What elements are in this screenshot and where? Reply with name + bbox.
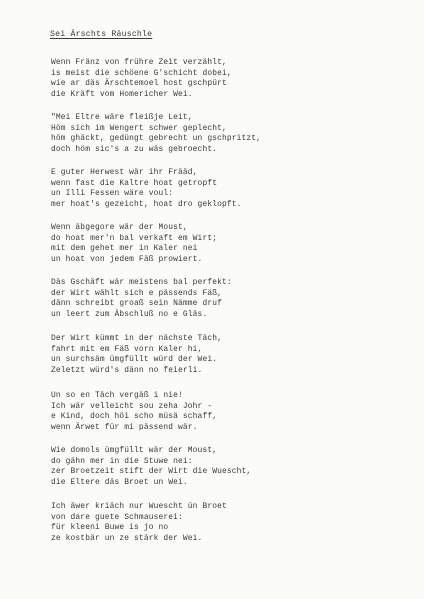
- poem-line: wenn Ärwet für mi pässend wär.: [51, 423, 198, 433]
- poem-line: un Illi Fessen wäre voul:: [51, 189, 174, 199]
- poem-line: zer Broetzeit stift der Wirt die Wuescht,: [51, 467, 252, 477]
- poem-line: wie ar däs Ärschtemoel host gschpürt: [51, 79, 227, 89]
- poem-line: höm ghäckt, gedüngt gebrecht un gschpritzt,: [51, 134, 262, 144]
- poem-line: Wenn äbgegore wär der Moust,: [51, 223, 188, 232]
- poem-line: die Eltere däs Broet un Wei.: [51, 478, 188, 488]
- stanza-4: [51, 223, 217, 266]
- stanza-3: [51, 168, 242, 211]
- stanza-9: [51, 502, 227, 545]
- poem-line: ze kostbär un ze stärk der Wei.: [51, 534, 203, 544]
- poem-line: un hoat von jedem Fäß prowiert.: [51, 255, 203, 265]
- poem-line: der Wirt wählt sich e pässends Fäß,: [51, 288, 222, 298]
- stanza-7: [51, 391, 217, 434]
- poem-line: fahrt mit em Fäß vorn Kaler hi,: [51, 344, 203, 354]
- poem-line: doch höm sic's a zu wäs gebroecht.: [51, 145, 218, 155]
- stanza-8: [51, 446, 251, 489]
- stanza-1: [51, 58, 232, 101]
- poem-line: die Kräft vom Homericher Wei.: [51, 90, 193, 100]
- poem-title: Sei Ärschts Räuschle: [50, 30, 153, 39]
- poem-line: is meist die schöene G'schicht dobei,: [51, 68, 232, 78]
- poem-line: Ich äwer kriäch nur Wuescht ün Broet: [51, 502, 227, 511]
- poem-line: von dare guete Schmauserei:: [51, 512, 183, 522]
- stanza-2: [51, 113, 261, 156]
- poem-line: wenn fast die Kaltre hoat getropft: [51, 178, 218, 188]
- poem-line: Zeletzt würd's dänn no feierli.: [51, 366, 203, 376]
- poem-line: Däs Gschäft wär meistens bal perfekt:: [51, 278, 232, 287]
- poem-line: Wenn Fränz von frühre Zeit verzählt,: [51, 58, 227, 67]
- poem-line: un surchsäm ümgfüllt würd der Wei.: [51, 355, 218, 365]
- poem-line: un leert zum Äbschluß no e Gläs.: [51, 310, 208, 320]
- poem-line: Ich wär velleicht sou zeha Johr -: [51, 401, 213, 411]
- poem-line: Der Wirt kümmt in der nächste Täch,: [51, 334, 222, 343]
- stanza-5: [51, 278, 232, 321]
- poem-line: do gähn mer in die Stuwe nei:: [51, 456, 193, 466]
- poem-line: für kleeni Buwe is jo no: [51, 523, 169, 533]
- poem-line: "Mei Eltre wäre fleißje Leit,: [51, 113, 193, 122]
- poem-line: do hoat mer'n bal verkaft em Wirt;: [51, 233, 218, 243]
- poem-line: mit dem gehet mer in Kaler nei: [51, 244, 198, 254]
- poem-line: Wie domols ümgfüllt wär der Moust,: [51, 446, 218, 455]
- poem-line: mer hoat's gezeicht, hoat dro geklopft.: [51, 200, 242, 210]
- poem-line: Un so en Täch vergäß i nie!: [51, 391, 183, 400]
- stanza-6: [51, 334, 222, 377]
- poem-line: e Kind, doch höi scho müsä schaff,: [51, 412, 218, 422]
- poem-line: Höm sich im Wengert schwer geplecht,: [51, 123, 227, 133]
- poem-line: E guter Herwest wär ihr Frääd,: [51, 168, 198, 177]
- poem-line: dänn schreibt groaß sein Nämme druf: [51, 299, 222, 309]
